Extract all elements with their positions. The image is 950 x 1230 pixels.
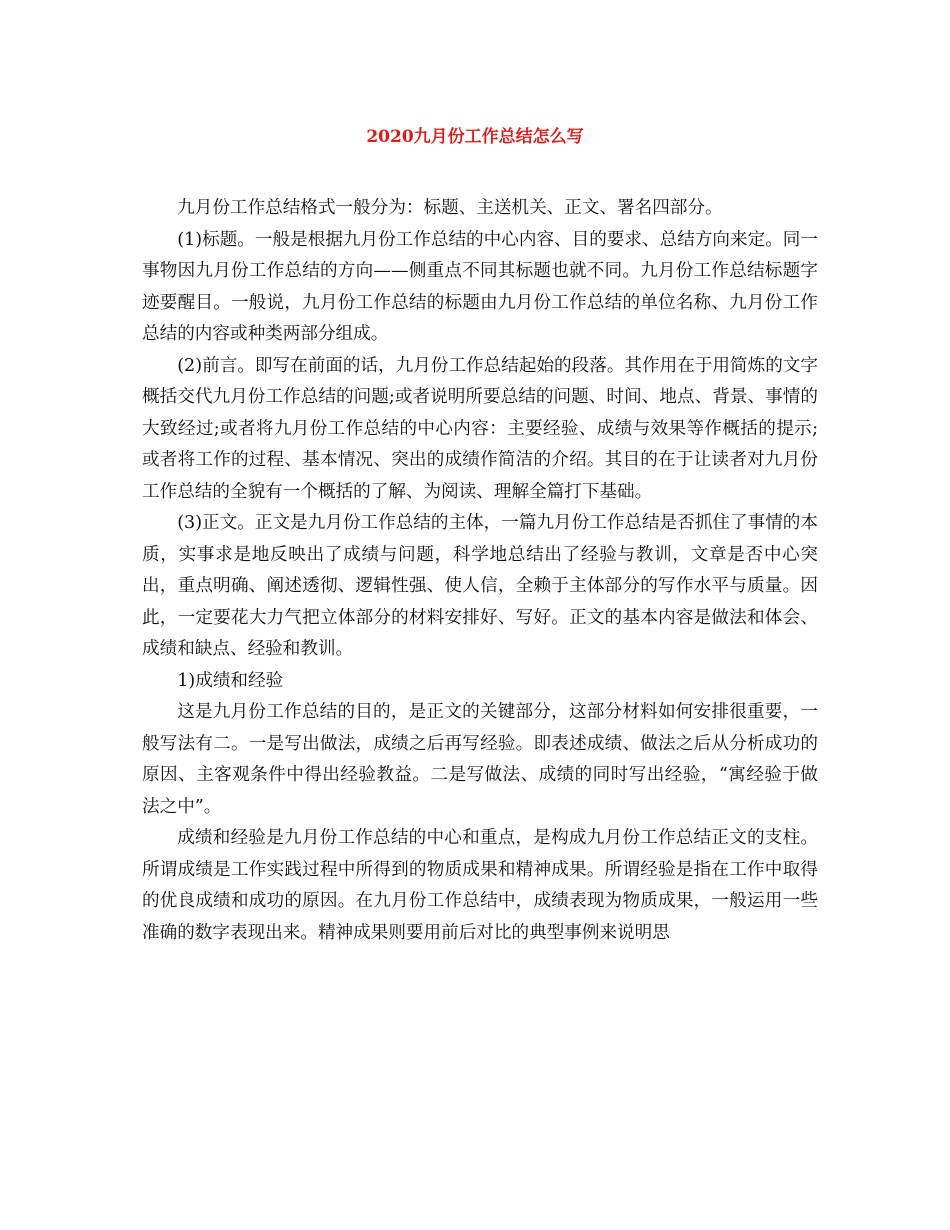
subheading-achievements-experience: 1)成绩和经验 <box>177 670 284 691</box>
paragraph-preface-section: (2)前言。即写在前面的话，九月份工作总结起始的段落。其作用在于用简炼的文字概括交代九月份工作总结的问题;或者说明所要总结的问题、时间、地点、背景、事情的大致经过;或者将九月份工作总结的中心内容：主要经验、成绩与效果等作概括的提示;或者将工作的过程、基本情况、突出的成绩作简洁的介绍。其目的在于让读者对九月份工作总结的全貌有一个概括的了解、为阅读、理解全篇打下基础。 <box>142 355 818 502</box>
paragraph-purpose: 这是九月份工作总结的目的，是正文的关键部分，这部分材料如何安排很重要，一般写法有二。一是写出做法，成绩之后再写经验。即表述成绩、做法之后从分析成功的原因、主客观条件中得出经验教益。二是写做法、成绩的同时写出经验，“寓经验于做法之中”。 <box>142 702 818 817</box>
document-title: 2020九月份工作总结怎么写 <box>366 127 584 147</box>
paragraph-format-intro: 九月份工作总结格式一般分为：标题、主送机关、正文、署名四部分。 <box>177 198 723 218</box>
document-body <box>142 193 818 949</box>
paragraph-achievements-core: 成绩和经验是九月份工作总结的中心和重点，是构成九月份工作总结正文的支柱。所谓成绩是工作实践过程中所得到的物质成果和精神成果。所谓经验是指在工作中取得的优良成绩和成功的原因。在九月份工作总结中，成绩表现为物质成果，一般运用一些准确的数字表现出来。精神成果则要用前后对比的典型事例来说明思 <box>142 828 818 943</box>
paragraph-title-section: (1)标题。一般是根据九月份工作总结的中心内容、目的要求、总结方向来定。同一事物因九月份工作总结的方向——侧重点不同其标题也就不同。九月份工作总结标题字迹要醒目。一般说，九月份工作总结的标题由九月份工作总结的单位名称、九月份工作总结的内容或种类两部分组成。 <box>142 229 818 344</box>
paragraph-main-body-section: (3)正文。正文是九月份工作总结的主体，一篇九月份工作总结是否抓住了事情的本质，实事求是地反映出了成绩与问题，科学地总结出了经验与教训，文章是否中心突出，重点明确、阐述透彻、逻辑性强、使人信，全赖于主体部分的写作水平与质量。因此，一定要花大力气把立体部分的材料安排好、写好。正文的基本内容是做法和体会、成绩和缺点、经验和教训。 <box>142 513 818 659</box>
